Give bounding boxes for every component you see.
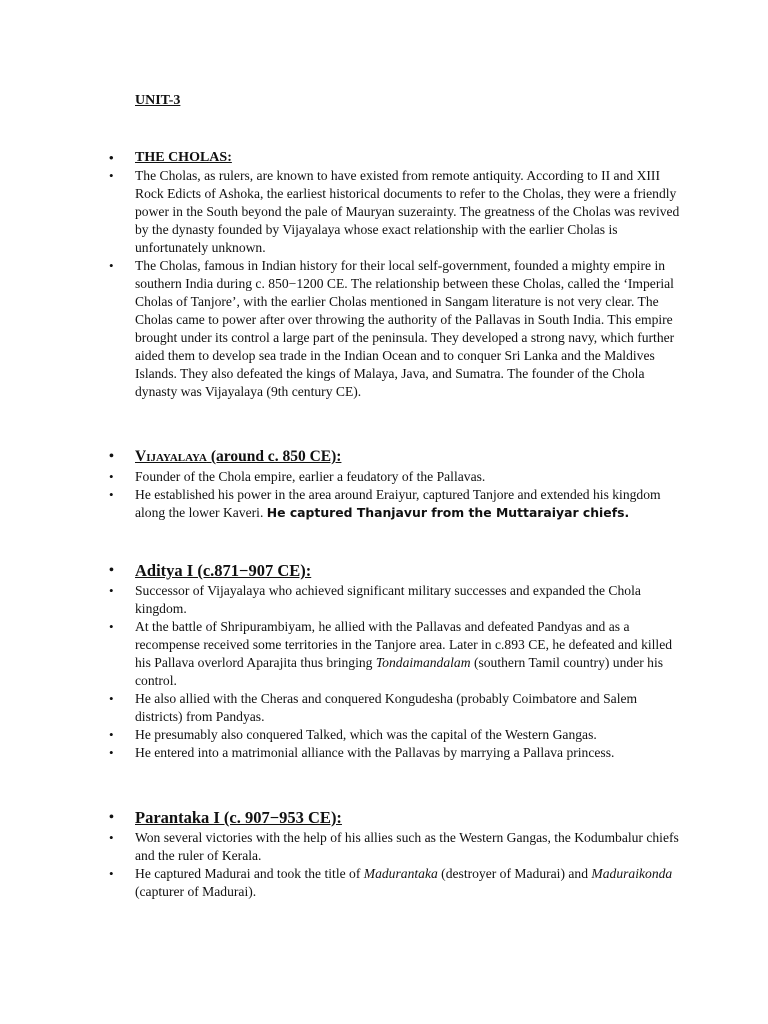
section-vijayalaya [0, 446, 768, 522]
parantaka-bullet-2-italic-1: Madurantaka [363, 866, 438, 881]
bullet-icon: • [109, 745, 114, 760]
unit-title: UNIT-3 [135, 93, 181, 108]
parantaka-bullet-1: Won several victories with the help of his allies such as the Western Gangas, the Kodumbalur chiefs and the ruler of Kerala. [135, 830, 679, 863]
bullet-icon: • [109, 810, 114, 825]
aditya-bullet-3: He also allied with the Cheras and conquered Kongudesha (probably Coimbatore and Salem districts) from Pandyas. [135, 691, 638, 724]
aditya-bullet-5: He entered into a matrimonial alliance with the Pallavas by marrying a Pallava princess. [135, 745, 615, 760]
bullet-icon: • [109, 619, 114, 634]
parantaka-bullet-2-italic-2: Maduraikonda [591, 866, 673, 881]
cholas-heading [0, 149, 680, 167]
list-item [0, 167, 680, 257]
parantaka-heading-text: Parantaka I (c. 907−953 CE): [135, 808, 342, 827]
list-item [0, 744, 680, 762]
aditya-bullet-4: He presumably also conquered Talked, which was the capital of the Western Gangas. [135, 727, 597, 742]
list-item [0, 582, 680, 618]
cholas-paragraph-2: The Cholas, famous in Indian history for their local self-government, founded a mighty empire in southern India during c. 850−1200 CE. The relationship between these Cholas, called the ‘Imperial Cholas of Tanjore’, with the earlier Cholas mentioned in Sangam literature is not very clear. The Cholas came to power after over throwing the authority of the Pallavas in South India. This empire brought under its control a large part of the peninsula. They developed a strong navy, which further aided them to develop sea trade in the Indian Ocean and to conquer Sri Lanka and the Maldives Islands. They also defeated the kings of Malaya, Java, and Sumatra. The founder of the Chola dynasty was Vijayalaya (9th century CE). [135, 258, 675, 399]
vijayalaya-bullet-2-bold: He captured Thanjavur from the Muttaraiyar chiefs. [266, 505, 630, 520]
bullet-icon: • [109, 258, 114, 273]
bullet-icon: • [109, 563, 114, 578]
aditya-bullet-2-italic: Tondaimandalam [375, 655, 471, 670]
section-aditya [0, 560, 768, 762]
aditya-heading-text: Aditya I (c.871−907 CE): [135, 561, 312, 580]
section-parantaka [0, 807, 768, 901]
bullet-icon: • [109, 866, 114, 881]
aditya-bullet-2-tail: (southern Tamil country) under his control. [135, 655, 664, 688]
vijayalaya-list [0, 446, 768, 522]
section-cholas [0, 149, 768, 401]
list-item [0, 486, 680, 522]
aditya-bullet-1: Successor of Vijayalaya who achieved significant military successes and expanded the Chola kingdom. [135, 583, 641, 616]
list-item [0, 257, 680, 401]
cholas-heading-text: THE CHOLAS: [135, 150, 232, 165]
vijayalaya-bullet-2: He established his power in the area around Eraiyur, captured Tanjore and extended his kingdom along the lower Kaveri. [135, 487, 661, 520]
aditya-heading [0, 560, 680, 582]
parantaka-bullet-2: He captured Madurai and took the title of [135, 866, 364, 881]
bullet-icon: • [109, 449, 114, 464]
aditya-list [0, 560, 768, 762]
bullet-icon: • [109, 830, 114, 845]
aditya-bullet-2: At the battle of Shripurambiyam, he allied with the Pallavas and defeated Pandyas and as a recompense received some territories in the Tanjore area. Later in c.893 CE, he defeated and killed his Pallava overlord Aparajita thus bringing [135, 619, 673, 670]
list-item [0, 829, 680, 865]
cholas-list [0, 149, 768, 401]
bullet-icon: • [109, 168, 114, 183]
bullet-icon: • [109, 727, 114, 742]
bullet-icon: • [109, 469, 114, 484]
list-item [0, 468, 680, 486]
bullet-icon: • [109, 691, 114, 706]
parantaka-heading [0, 807, 680, 829]
bullet-icon: • [109, 150, 114, 165]
list-item [0, 865, 680, 901]
parantaka-list [0, 807, 768, 901]
bullet-icon: • [109, 583, 114, 598]
parantaka-bullet-2-tail: (capturer of Madurai). [135, 884, 257, 899]
list-item [0, 690, 680, 726]
vijayalaya-heading-name: Vijayalaya [135, 448, 207, 465]
vijayalaya-heading [0, 446, 680, 468]
cholas-paragraph-1: The Cholas, as rulers, are known to have existed from remote antiquity. According to II and XIII Rock Edicts of Ashoka, the earliest historical documents to refer to the Cholas, they were a friendly power in the South beyond the pale of Mauryan suzerainty. The greatness of the Cholas was revived by the dynasty founded by Vijayalaya whose exact relationship with the earlier Cholas is unfortunately unknown. [135, 168, 680, 255]
parantaka-bullet-2-mid: (destroyer of Madurai) and [437, 866, 592, 881]
vijayalaya-bullet-1: Founder of the Chola empire, earlier a feudatory of the Pallavas. [135, 469, 486, 484]
list-item [0, 726, 680, 744]
vijayalaya-heading-date: (around c. 850 CE): [206, 448, 342, 465]
bullet-icon: • [109, 487, 114, 502]
list-item [0, 618, 680, 690]
